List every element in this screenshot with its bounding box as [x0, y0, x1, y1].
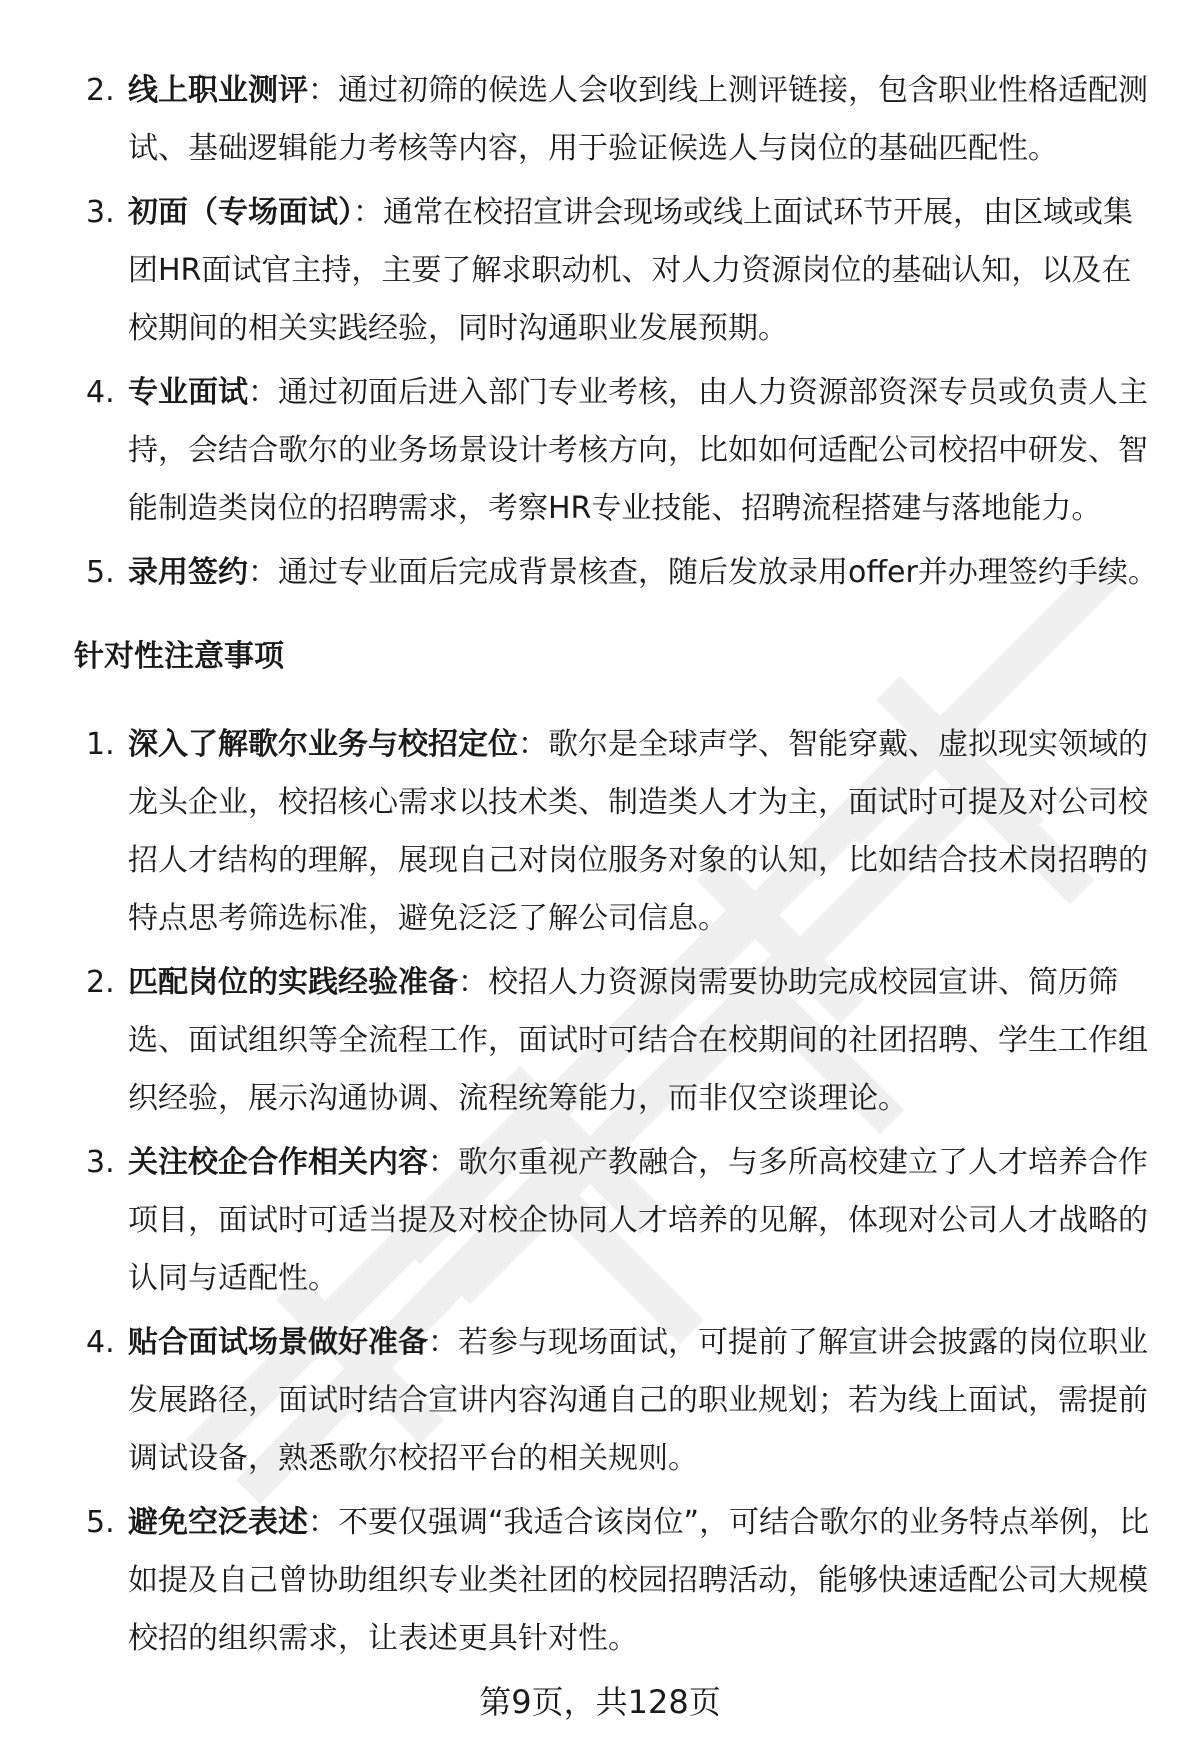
item-text: ：通过初面后进入部门专业考核，由人力资源部资深专员或负责人主持，会结合歌尔的业务场景设计考核方向，比如如何适配公司校招中研发、智能制造类岗位的招聘需求，考察HR专业技能、招聘流程搭建与落地能力。	[128, 375, 1148, 526]
item-title: 专业面试	[128, 375, 248, 410]
section-heading: 针对性注意事项	[74, 639, 284, 674]
list-item	[0, 364, 1200, 538]
item-text: ：歌尔是全球声学、智能穿戴、虚拟现实领域的龙头企业，校招核心需求以技术类、制造类人才为主，面试时可提及对公司校招人才结构的理解，展现自己对岗位服务对象的认知，比如结合技术岗招聘的特点思考筛选标准，避免泛泛了解公司信息。	[128, 727, 1148, 936]
item-number: 4.	[86, 375, 115, 410]
item-title: 匹配岗位的实践经验准备	[128, 965, 458, 1000]
item-title: 避免空泛表述	[128, 1505, 308, 1540]
item-number: 1.	[86, 727, 115, 762]
page-number-footer: 第9页，共128页	[479, 1683, 721, 1721]
item-number: 2.	[86, 73, 115, 108]
item-title: 关注校企合作相关内容	[128, 1145, 428, 1180]
item-text: ：校招人力资源岗需要协助完成校园宣讲、简历筛选、面试组织等全流程工作，面试时可结合在校期间的社团招聘、学生工作组织经验，展示沟通协调、流程统筹能力，而非仅空谈理论。	[128, 965, 1148, 1116]
item-text: ：通过专业面后完成背景核查，随后发放录用offer并办理签约手续。	[248, 555, 1158, 590]
item-number: 3.	[86, 1145, 115, 1180]
notes-list	[0, 716, 1200, 1674]
item-title: 线上职业测评	[128, 73, 308, 108]
list-item	[0, 62, 1200, 178]
item-number: 5.	[86, 1505, 115, 1540]
item-number: 3.	[86, 195, 115, 230]
list-item	[0, 716, 1200, 948]
list-item	[0, 1314, 1200, 1488]
item-text: ：通过初筛的候选人会收到线上测评链接，包含职业性格适配测试、基础逻辑能力考核等内容，用于验证候选人与岗位的基础匹配性。	[128, 73, 1148, 166]
item-title: 录用签约	[128, 555, 248, 590]
list-item	[0, 544, 1200, 602]
item-number: 2.	[86, 965, 115, 1000]
list-item	[0, 954, 1200, 1128]
item-title: 初面（专场面试）	[128, 195, 353, 230]
item-text: ：不要仅强调“我适合该岗位”，可结合歌尔的业务特点举例，比如提及自己曾协助组织专业类社团的校园招聘活动，能够快速适配公司大规模校招的组织需求，让表述更具针对性。	[128, 1505, 1150, 1656]
list-item	[0, 184, 1200, 358]
item-text: ：若参与现场面试，可提前了解宣讲会披露的岗位职业发展路径，面试时结合宣讲内容沟通自己的职业规划；若为线上面试，需提前调试设备，熟悉歌尔校招平台的相关规则。	[128, 1325, 1148, 1476]
item-title: 深入了解歌尔业务与校招定位	[128, 727, 518, 762]
item-number: 4.	[86, 1325, 115, 1360]
list-item	[0, 1134, 1200, 1308]
process-list	[0, 62, 1200, 608]
item-number: 5.	[86, 555, 115, 590]
item-title: 贴合面试场景做好准备	[128, 1325, 428, 1360]
list-item	[0, 1494, 1200, 1668]
item-text: ：通常在校招宣讲会现场或线上面试环节开展，由区域或集团HR面试官主持，主要了解求职动机、对人力资源岗位的基础认知，以及在校期间的相关实践经验，同时沟通职业发展预期。	[128, 195, 1133, 346]
item-text: ：歌尔重视产教融合，与多所高校建立了人才培养合作项目，面试时可适当提及对校企协同人才培养的见解，体现对公司人才战略的认同与适配性。	[128, 1145, 1148, 1296]
